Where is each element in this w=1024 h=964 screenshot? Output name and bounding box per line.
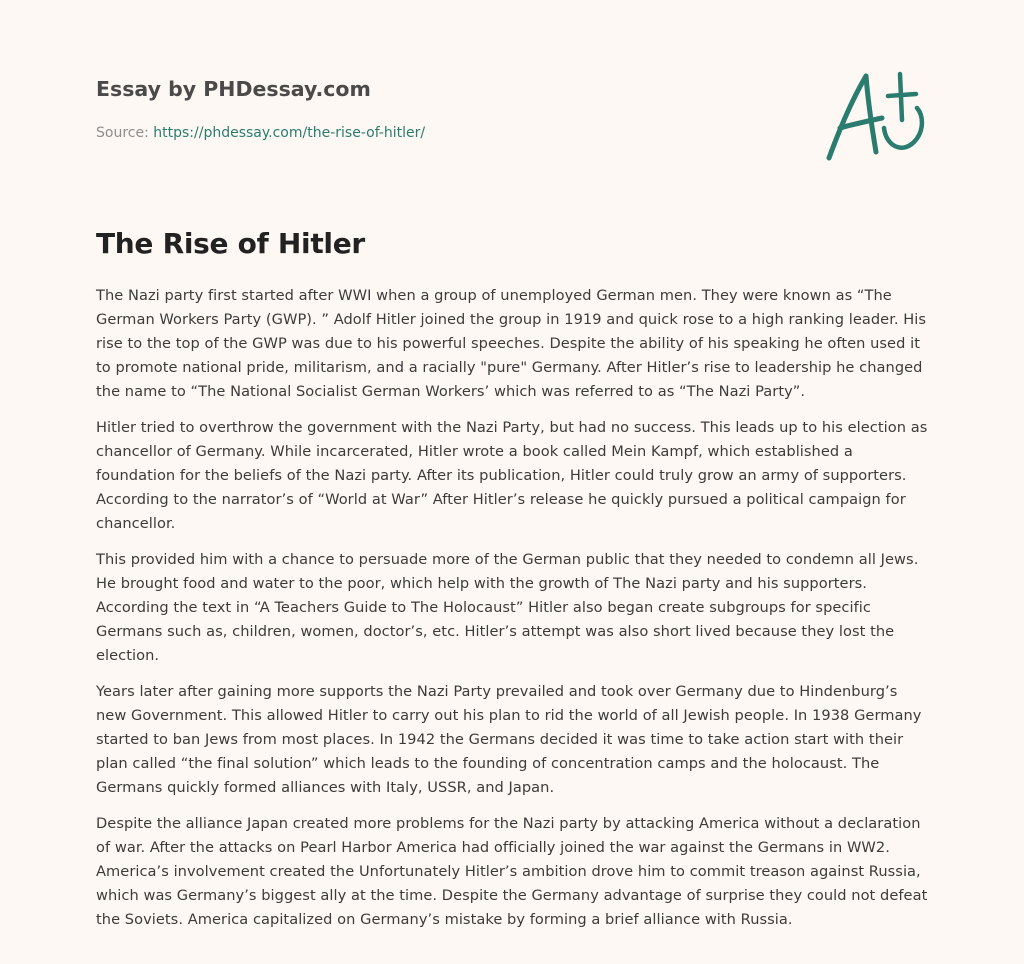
source-label: Source: [96, 125, 154, 141]
article-body [96, 284, 928, 944]
paragraph: Years later after gaining more supports the Nazi Party prevailed and took over Germany due to Hindenburg’s new Government. This allowed Hitler to carry out his plan to rid the world of all Jewish people. In 1938 Germany started to ban Jews from most places. In 1942 the Germans decided it was time to take action start with their plan called “the final solution” which leads to the founding of concentration camps and the holocaust. The Germans quickly formed alliances with Italy, USSR, and Japan. [96, 683, 922, 796]
site-brand: Essay by PHDessay.com [96, 77, 371, 101]
source-link[interactable]: https://phdessay.com/the-rise-of-hitler/ [153, 125, 426, 141]
article-title: The Rise of Hitler [96, 227, 365, 260]
a-plus-logo [820, 66, 930, 166]
paragraph: Despite the alliance Japan created more problems for the Nazi party by attacking America without a declaration of war. After the attacks on Pearl Harbor America had officially joined the war against the Germans in WW2. America’s involvement created the Unfortunately Hitler’s ambition drove him to commit treason against Russia, which was Germany’s biggest ally at the time. Despite the Germany advantage of surprise they could not defeat the Soviets. America capitalized on Germany’s mistake by forming a brief alliance with Russia. [96, 815, 928, 928]
paragraph: Hitler tried to overthrow the government with the Nazi Party, but had no success. This leads up to his election as chancellor of Germany. While incarcerated, Hitler wrote a book called Mein Kampf, which established a foundation for the beliefs of the Nazi party. After its publication, Hitler could truly grow an army of supporters. According to the narrator’s of “World at War” After Hitler’s release he quickly pursued a political campaign for chancellor. [96, 419, 928, 532]
page-header [96, 74, 796, 143]
source-line [96, 123, 796, 143]
paragraph: The Nazi party first started after WWI when a group of unemployed German men. They were known as “The German Workers Party (GWP). ” Adolf Hitler joined the group in 1919 and quick rose to a high ranking leader. His rise to the top of the GWP was due to his powerful speeches. Despite the ability of his speaking he often used it to promote national pride, militarism, and a racially "pure" Germany. After Hitler’s rise to leadership he changed the name to “The National Socialist German Workers’ which was referred to as “The Nazi Party”. [96, 287, 927, 400]
paragraph: This provided him with a chance to persuade more of the German public that they needed to condemn all Jews. He brought food and water to the poor, which help with the growth of The Nazi party and his supporters. According the text in “A Teachers Guide to The Holocaust” Hitler also began create subgroups for specific Germans such as, children, women, doctor’s, etc. Hitler’s attempt was also short lived because they lost the election. [96, 551, 919, 664]
